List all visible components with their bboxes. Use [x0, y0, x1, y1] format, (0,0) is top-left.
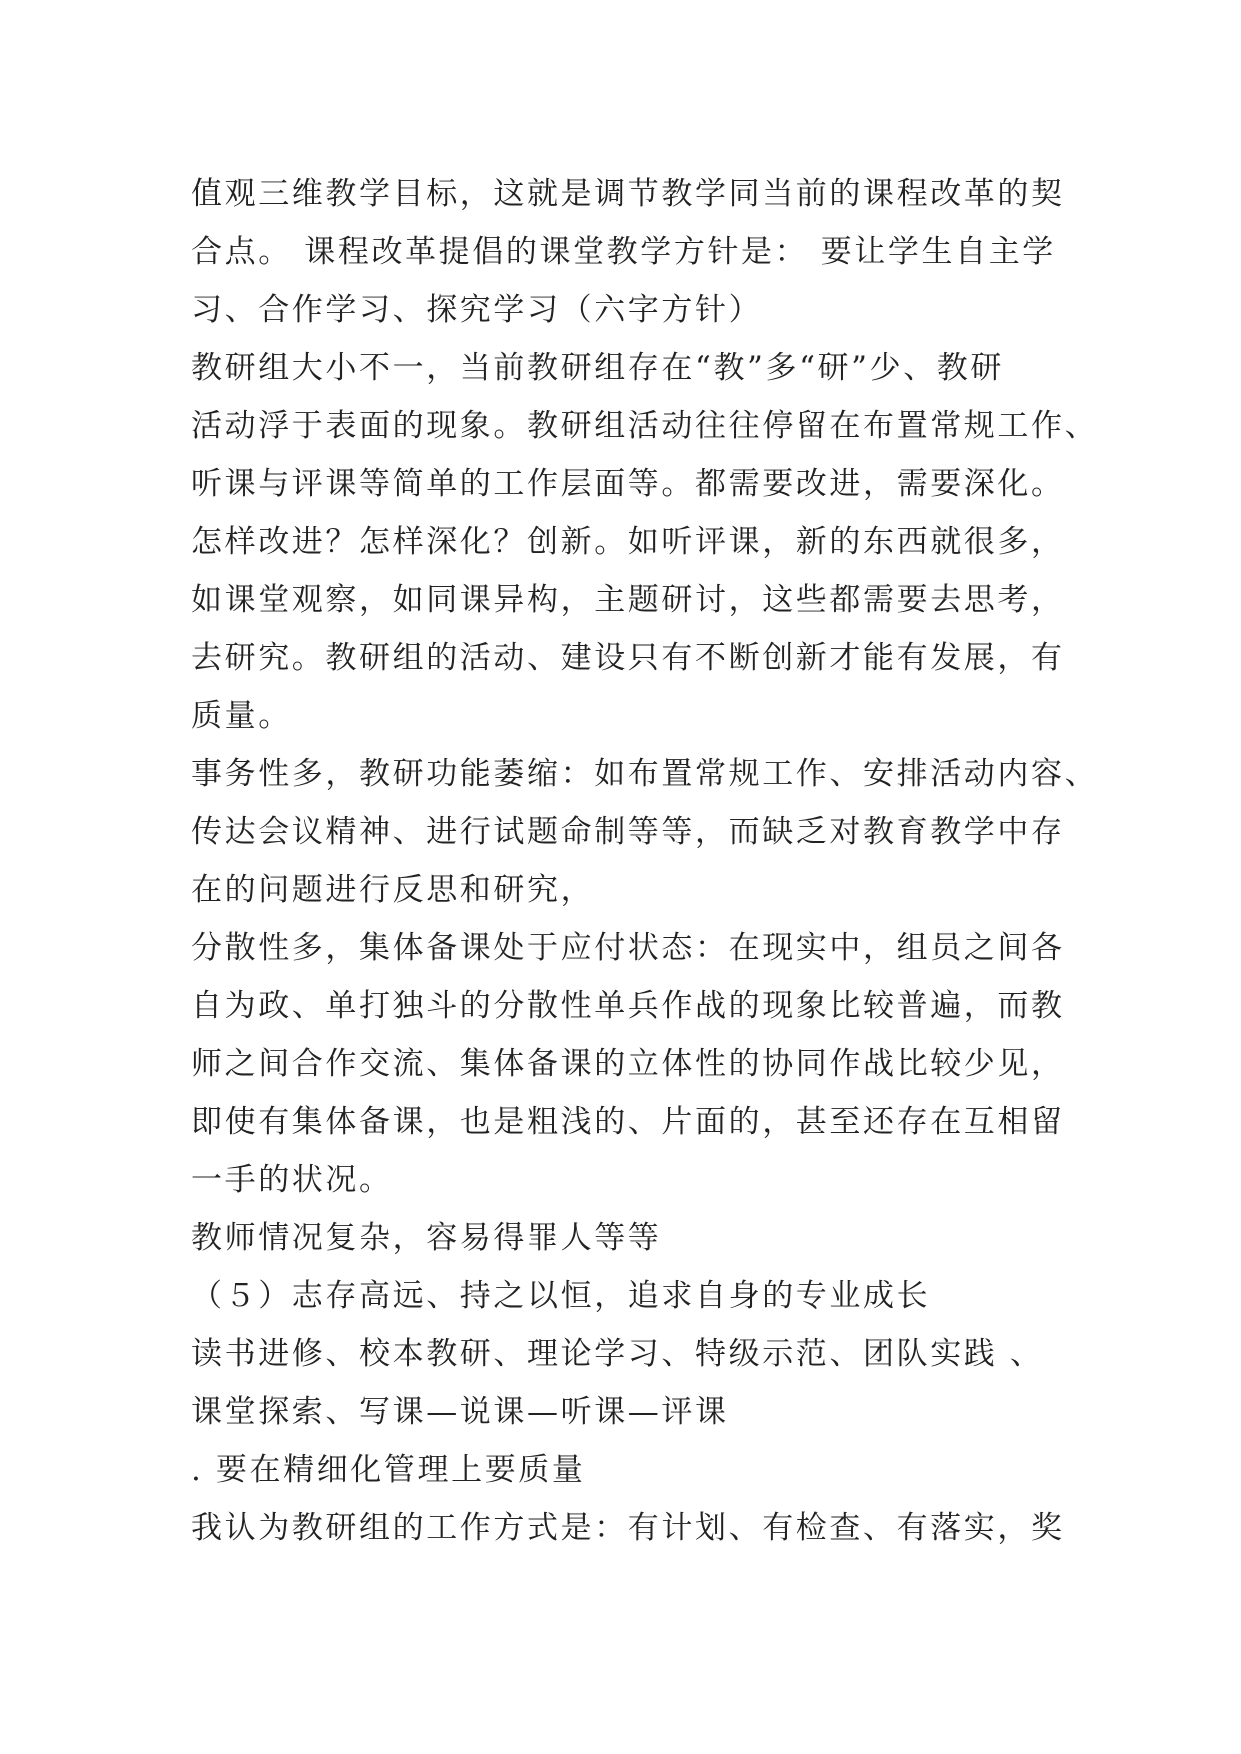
text-line: 我认为教研组的工作方式是：有计划、有检查、有落实，奖 [191, 1510, 1065, 1546]
text-line: 去研究。教研组的活动、建设只有不断创新才能有发展，有 [191, 640, 1065, 676]
text-line: 教研组大小不一，当前教研组存在“教”多“研”少、教研 [191, 350, 1004, 386]
text-line: 值观三维教学目标，这就是调节教学同当前的课程改革的契 [191, 176, 1065, 212]
document-body [191, 165, 1099, 1557]
text-line: 怎样改进？怎样深化？创新。如听评课，新的东西就很多， [191, 524, 1065, 560]
text-line: 即使有集体备课，也是粗浅的、片面的，甚至还存在互相留 [191, 1104, 1065, 1140]
text-line: 一手的状况。 [191, 1162, 393, 1198]
text-line: 在的问题进行反思和研究， [191, 872, 595, 908]
text-line: 分散性多，集体备课处于应付状态：在现实中，组员之间各 [191, 930, 1065, 966]
text-line: 师之间合作交流、集体备课的立体性的协同作战比较少见， [191, 1046, 1065, 1082]
text-line: 活动浮于表面的现象。教研组活动往往停留在布置常规工作、 [191, 408, 1099, 444]
text-line: 质量。 [191, 698, 292, 734]
text-line: 课堂探索、写课—说课—听课—评课 [191, 1394, 729, 1430]
text-line: 传达会议精神、进行试题命制等等，而缺乏对教育教学中存 [191, 814, 1065, 850]
text-line: 习、合作学习、探究学习（六字方针） [191, 292, 763, 328]
text-line: 教师情况复杂，容易得罪人等等 [191, 1220, 662, 1256]
text-line: 如课堂观察，如同课异构，主题研讨，这些都需要去思考， [191, 582, 1065, 618]
text-line: 听课与评课等简单的工作层面等。都需要改进，需要深化。 [191, 466, 1065, 502]
text-line: 事务性多，教研功能萎缩：如布置常规工作、安排活动内容、 [191, 756, 1099, 792]
text-line: . 要在精细化管理上要质量 [191, 1452, 586, 1488]
text-line: 自为政、单打独斗的分散性单兵作战的现象比较普遍，而教 [191, 988, 1065, 1024]
text-line: （５）志存高远、持之以恒，追求自身的专业成长 [191, 1278, 931, 1314]
text-line: 合点。 课程改革提倡的课堂教学方针是： 要让学生自主学 [191, 234, 1056, 270]
text-line: 读书进修、校本教研、理论学习、特级示范、团队实践 、 [191, 1336, 1044, 1372]
